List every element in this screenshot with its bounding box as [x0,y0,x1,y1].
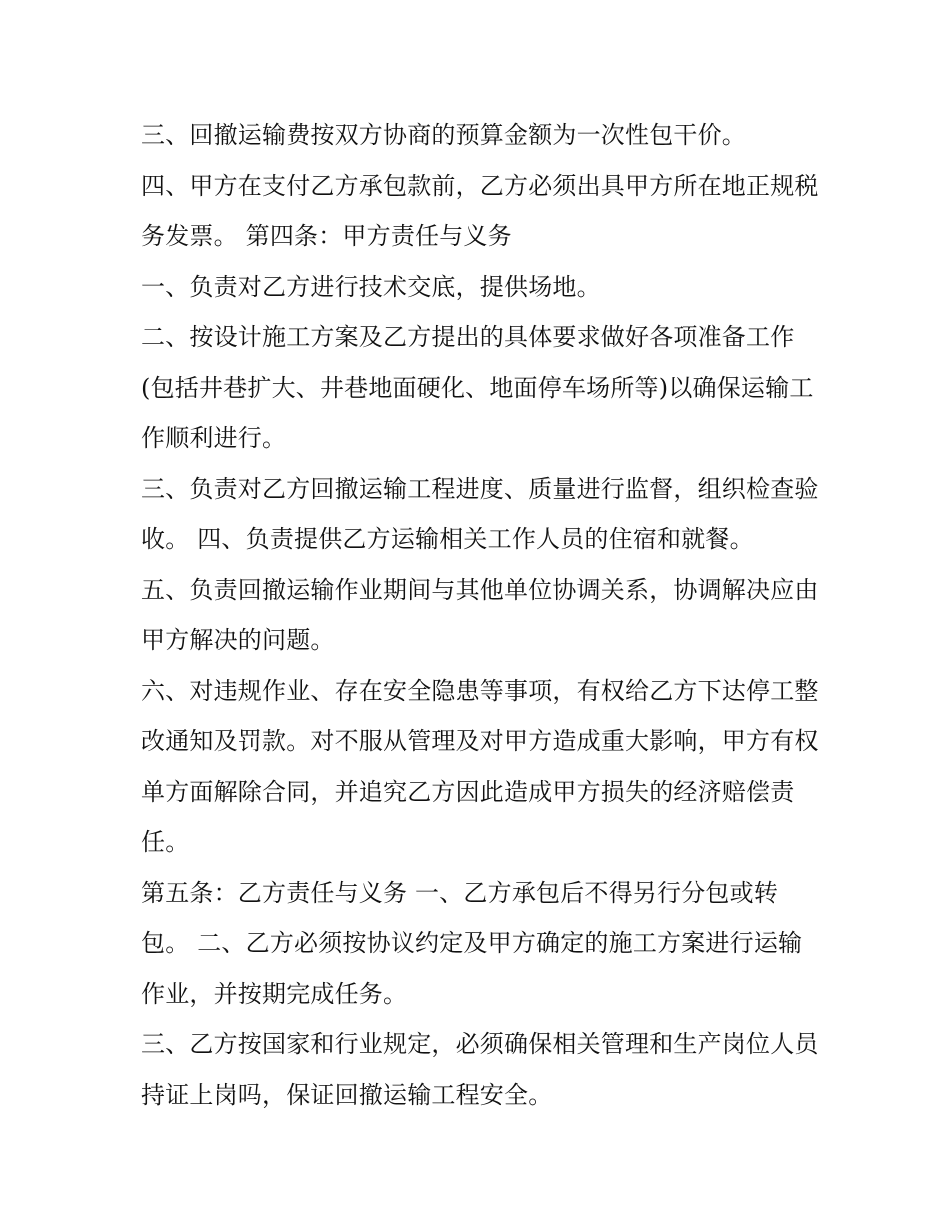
paragraph-party-a-duty-1: 一、负责对乙方进行技术交底，提供场地。 [141,272,601,301]
paragraph-party-a-duty-3-4: 三、负责对乙方回撤运输工程进度、质量进行监督，组织检查验收。 四、负责提供乙方运输相关工作人员的住宿和就餐。 [141,474,819,553]
paragraph-party-b-duty-1-2: 第五条：乙方责任与义务 一、乙方承包后不得另行分包或转包。 二、乙方必须按协议约定及甲方确定的施工方案进行运输作业，并按期完成任务。 [141,878,803,1008]
paragraph-clause-4-invoice: 四、甲方在支付乙方承包款前，乙方必须出具甲方所在地正规税务发票。 第四条：甲方责任与义务 [141,171,819,250]
paragraph-party-a-duty-5: 五、负责回撤运输作业期间与其他单位协调关系，协调解决应由甲方解决的问题。 [141,575,819,654]
paragraph-clause-3-fee: 三、回撤运输费按双方协商的预算金额为一次性包干价。 [141,121,746,149]
paragraph-party-a-duty-6: 六、对违规作业、存在安全隐患等事项，有权给乙方下达停工整改通知及罚款。对不服从管理及对甲方造成重大影响，甲方有权单方面解除合同，并追究乙方因此造成甲方损失的经济赔偿责任。 [141,676,819,856]
paragraph-party-b-duty-3: 三、乙方按国家和行业规定，必须确保相关管理和生产岗位人员持证上岗吗，保证回撤运输工程安全。 [141,1030,819,1109]
document-body [141,110,821,1120]
paragraph-party-a-duty-2: 二、按设计施工方案及乙方提出的具体要求做好各项准备工作(包括井巷扩大、井巷地面硬化、地面停车场所等)以确保运输工作顺利进行。 [141,323,814,452]
